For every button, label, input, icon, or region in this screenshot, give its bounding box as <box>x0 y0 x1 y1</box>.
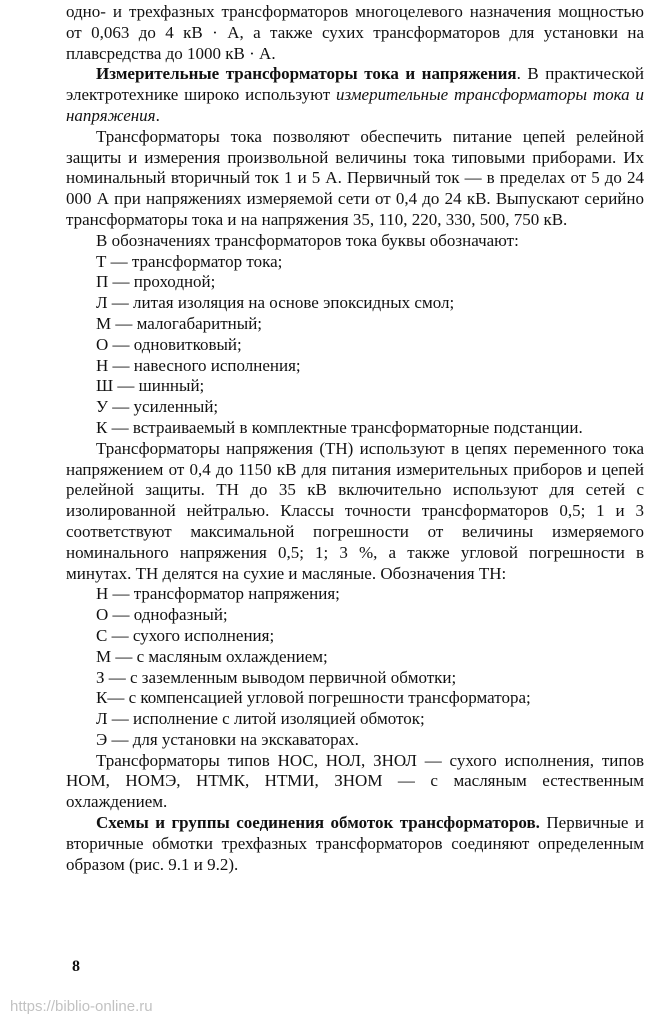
current-legend-list <box>66 252 644 439</box>
current-legend-item: Н — навесного исполнения; <box>96 355 301 375</box>
voltage-types-paragraph: Трансформаторы типов НОС, НОЛ, ЗНОЛ — сухого исполнения, типов НОМ, НОМЭ, НТМК, НТМИ, ЗНОМ — с масляным естественным охлаждением. <box>66 750 644 812</box>
voltage-legend-item: Э — для установки на экскаваторах. <box>96 729 359 749</box>
current-transformers-paragraph: Трансформаторы тока позволяют обеспечить питание цепей релейной защиты и измерения произвольной величины тока типовыми приборами. Их номинальный вторичный ток 1 и 5 А. Первичный ток — в пределах от 5 до 24 000 А при напряжениях измеряемой сети от 0,4 до 24 кВ. Выпускают серийно трансформаторы тока и на напряжения 35, 110, 220, 330, 500, 750 кВ. <box>66 126 644 229</box>
current-legend-item: О — одновитковый; <box>96 334 242 354</box>
intro-paragraph: одно- и трехфазных трансформаторов многоцелевого назначения мощностью от 0,063 до 4 кВ · А, а также сухих трансформаторов для установки на плавсредства до 1000 кВ · А. <box>66 2 644 63</box>
voltage-legend-item: Л — исполнение с литой изоляцией обмоток; <box>96 709 425 729</box>
measuring-text-after: . <box>155 105 160 125</box>
current-legend-item: У — усиленный; <box>96 397 219 417</box>
schemes-heading: Схемы и группы соединения обмоток трансформаторов. <box>96 813 540 833</box>
current-legend-item: М — малогабаритный; <box>96 313 263 333</box>
measuring-paragraph <box>66 64 644 126</box>
voltage-legend-item: М — с масляным охлаждением; <box>96 646 328 666</box>
current-legend-item: Ш — шинный; <box>96 376 205 396</box>
current-legend-item: К — встраиваемый в комплектные трансформаторные подстанции. <box>96 417 583 437</box>
current-legend-item: Л — литая изоляция на основе эпоксидных смол; <box>96 293 455 313</box>
voltage-legend-list <box>66 584 644 750</box>
voltage-legend-item: К— с компенсацией угловой погрешности трансформатора; <box>96 688 531 708</box>
measuring-heading: Измерительные трансформаторы тока и напряжения <box>96 64 517 84</box>
voltage-legend-item: Н — трансформатор напряжения; <box>96 584 340 604</box>
measuring-text-before: . В практической электротехнике широко используют <box>66 64 644 105</box>
current-legend-item: П — проходной; <box>96 272 216 292</box>
voltage-legend-item: С — сухого исполнения; <box>96 625 275 645</box>
voltage-legend-item: О — однофазный; <box>96 605 228 625</box>
page-body <box>66 2 644 875</box>
voltage-legend-item: З — с заземленным выводом первичной обмотки; <box>96 667 457 687</box>
measuring-term: измерительные трансформаторы тока и напряжения <box>66 85 644 125</box>
voltage-transformers-paragraph: Трансформаторы напряжения (ТН) используют в цепях переменного тока напряжением от 0,4 до 1150 кВ для питания измерительных приборов и цепей релейной защиты. ТН до 35 кВ включительно используют для сетей с изолированной нейтралью. Классы точности трансформаторов 0,5; 1 и 3 соответствуют максимальной погрешности от величины измеряемого номинального напряжения 0,5; 1; 3 %, а также угловой погрешности в минутах. ТН делятся на сухие и масляные. Обозначения ТН: <box>66 438 644 583</box>
schemes-text: Первичные и вторичные обмотки трехфазных трансформаторов соединяют определенным образом (рис. 9.1 и 9.2). <box>66 813 644 874</box>
schemes-paragraph <box>66 813 644 875</box>
page-number: 8 <box>72 958 80 975</box>
source-watermark: https://biblio-online.ru <box>10 998 153 1015</box>
current-legend-intro: В обозначениях трансформаторов тока буквы обозначают: <box>96 230 519 250</box>
current-legend-item: Т — трансформатор тока; <box>96 251 283 271</box>
